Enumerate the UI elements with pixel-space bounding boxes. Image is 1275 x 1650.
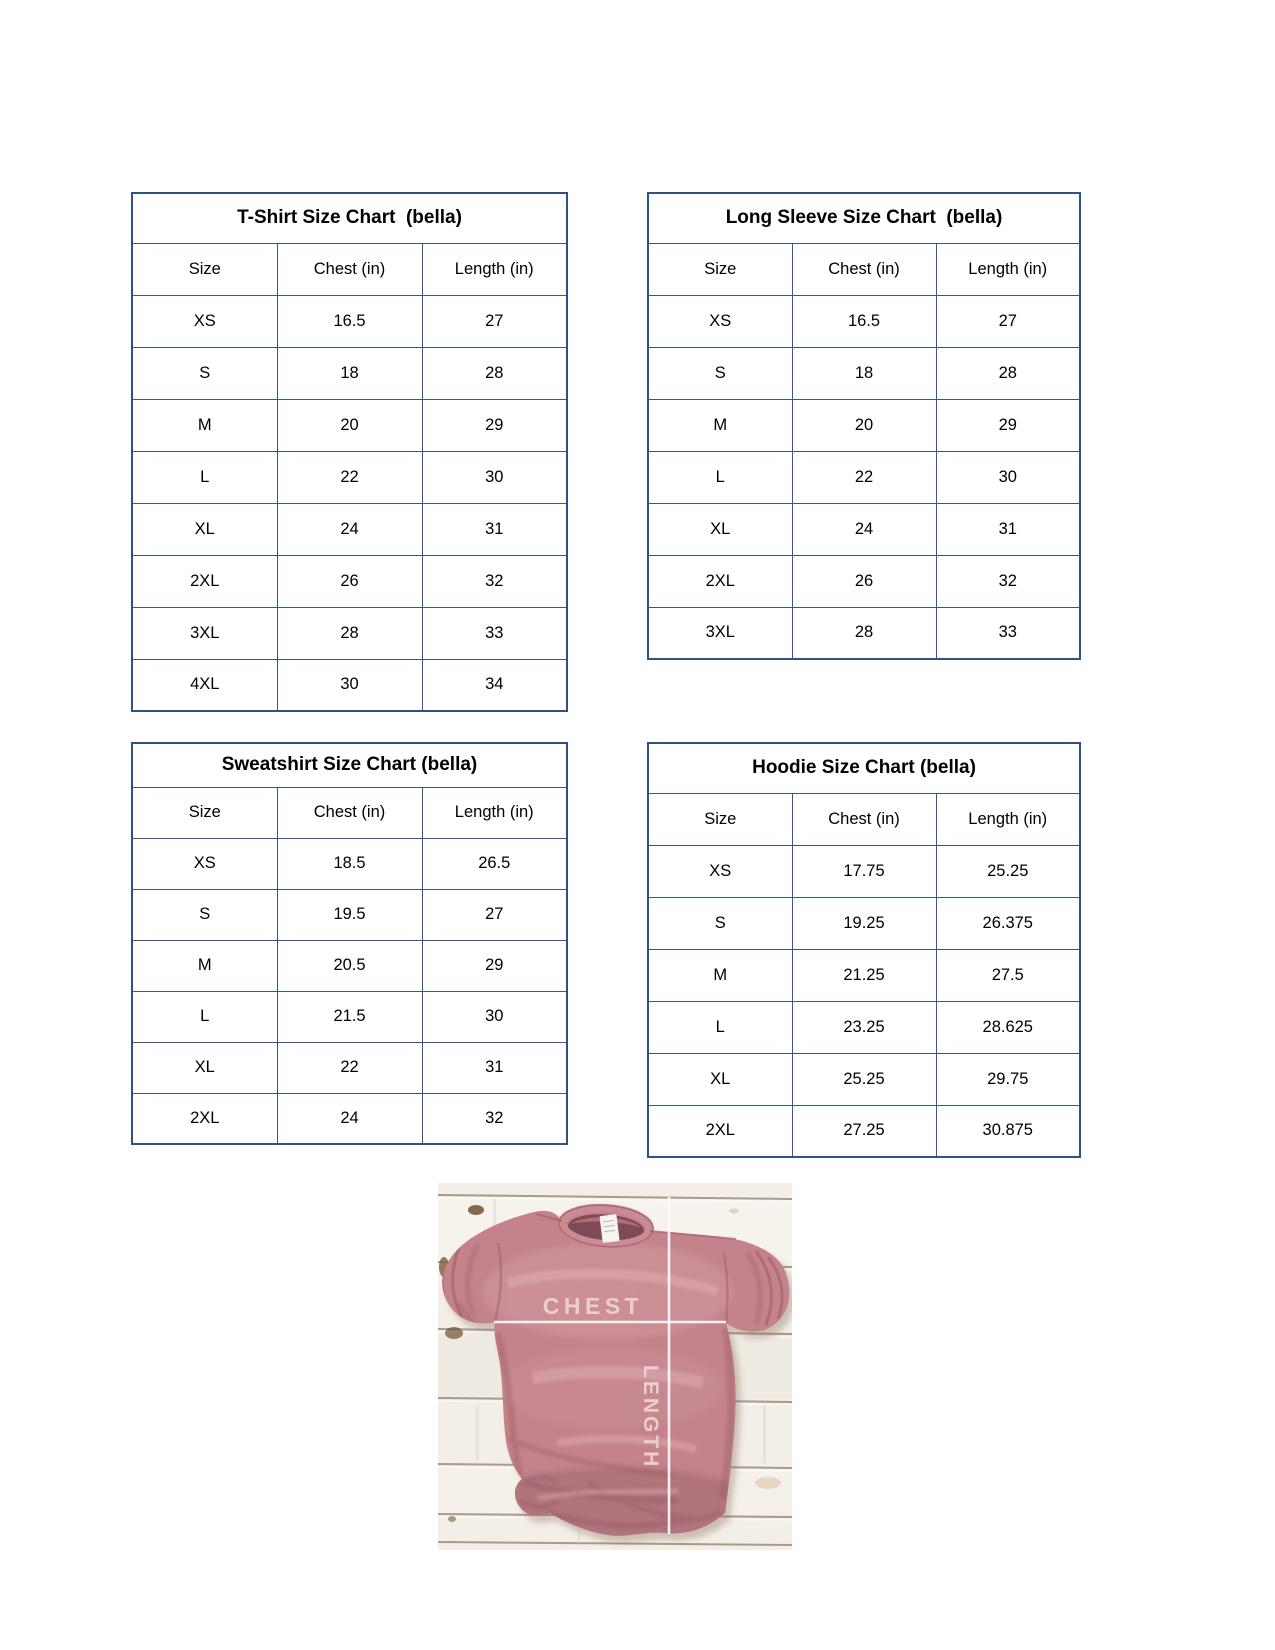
wood-knot <box>445 1327 463 1339</box>
table-cell: 25.25 <box>936 845 1080 897</box>
table-row <box>648 1001 1080 1053</box>
table-cell: 18 <box>792 347 936 399</box>
table-cell: S <box>132 889 277 940</box>
table-cell: 22 <box>277 1042 422 1093</box>
table-row <box>132 940 567 991</box>
column-header: Size <box>648 793 792 845</box>
table-title: Sweatshirt Size Chart (bella) <box>132 743 567 787</box>
table-cell: 26 <box>277 555 422 607</box>
table-row <box>648 1053 1080 1105</box>
wood-knot <box>448 1516 456 1522</box>
table-cell: 31 <box>422 503 567 555</box>
table-cell: L <box>132 451 277 503</box>
table-row <box>132 659 567 711</box>
table-cell: 28 <box>422 347 567 399</box>
table-row <box>648 1105 1080 1157</box>
table-cell: 22 <box>792 451 936 503</box>
table-cell: 26.375 <box>936 897 1080 949</box>
column-header: Length (in) <box>422 243 567 295</box>
table-row <box>648 451 1080 503</box>
table-title: T-Shirt Size Chart (bella) <box>132 193 567 243</box>
table-cell: XS <box>132 295 277 347</box>
table-cell: 33 <box>422 607 567 659</box>
table-row <box>132 347 567 399</box>
table-cell: 3XL <box>648 607 792 659</box>
table-cell: 32 <box>422 555 567 607</box>
hoodie-size-chart-table <box>647 742 1081 1158</box>
table-row <box>132 399 567 451</box>
table-cell: 30 <box>422 991 567 1042</box>
table-cell: 32 <box>422 1093 567 1144</box>
column-header: Length (in) <box>936 793 1080 845</box>
table-cell: XL <box>648 1053 792 1105</box>
table-cell: 25.25 <box>792 1053 936 1105</box>
table-title: Hoodie Size Chart (bella) <box>648 743 1080 793</box>
table-cell: 21.5 <box>277 991 422 1042</box>
table-cell: 20 <box>792 399 936 451</box>
table-cell: 2XL <box>648 1105 792 1157</box>
column-header: Chest (in) <box>792 793 936 845</box>
table-cell: XS <box>648 295 792 347</box>
table-cell: XL <box>648 503 792 555</box>
table-cell: M <box>648 949 792 1001</box>
table-cell: L <box>648 1001 792 1053</box>
tshirt-size-chart-table <box>131 192 568 712</box>
table-cell: 31 <box>936 503 1080 555</box>
table-cell: L <box>132 991 277 1042</box>
table-cell: 17.75 <box>792 845 936 897</box>
table-row <box>132 295 567 347</box>
table-cell: 30 <box>277 659 422 711</box>
table-cell: 20 <box>277 399 422 451</box>
table-cell: 27 <box>422 889 567 940</box>
table-cell: L <box>648 451 792 503</box>
table-cell: 31 <box>422 1042 567 1093</box>
table-row <box>132 991 567 1042</box>
table-cell: 23.25 <box>792 1001 936 1053</box>
table-row <box>132 1042 567 1093</box>
table-row <box>648 555 1080 607</box>
table-row <box>132 555 567 607</box>
table-cell: 20.5 <box>277 940 422 991</box>
table-title: Long Sleeve Size Chart (bella) <box>648 193 1080 243</box>
table-row <box>648 399 1080 451</box>
chest-label: CHEST <box>542 1293 644 1319</box>
table-cell: 19.25 <box>792 897 936 949</box>
size-guide-photo <box>438 1183 792 1550</box>
table-cell: 2XL <box>132 555 277 607</box>
table-cell: XS <box>132 838 277 889</box>
table-cell: 19.5 <box>277 889 422 940</box>
table-cell: 2XL <box>648 555 792 607</box>
neck-label <box>599 1214 619 1243</box>
table-cell: 30.875 <box>936 1105 1080 1157</box>
table-cell: 4XL <box>132 659 277 711</box>
table-cell: 24 <box>277 503 422 555</box>
table-cell: 18 <box>277 347 422 399</box>
table-row <box>648 607 1080 659</box>
table-cell: 16.5 <box>277 295 422 347</box>
table-cell: 26 <box>792 555 936 607</box>
table-cell: S <box>132 347 277 399</box>
column-header: Length (in) <box>936 243 1080 295</box>
table-row <box>648 503 1080 555</box>
sweatshirt-size-chart-table <box>131 742 568 1145</box>
table-cell: 27 <box>422 295 567 347</box>
column-header: Size <box>648 243 792 295</box>
long-sleeve-size-chart-table <box>647 192 1081 660</box>
table-cell: 27 <box>936 295 1080 347</box>
column-header: Chest (in) <box>277 787 422 838</box>
column-header: Chest (in) <box>792 243 936 295</box>
table-cell: 21.25 <box>792 949 936 1001</box>
table-cell: XL <box>132 503 277 555</box>
table-cell: 29.75 <box>936 1053 1080 1105</box>
table-cell: 33 <box>936 607 1080 659</box>
table-cell: 27.5 <box>936 949 1080 1001</box>
wood-knot <box>468 1205 484 1215</box>
table-cell: 2XL <box>132 1093 277 1144</box>
table-cell: M <box>132 399 277 451</box>
table-cell: 29 <box>936 399 1080 451</box>
table-cell: 18.5 <box>277 838 422 889</box>
table-cell: 30 <box>422 451 567 503</box>
table-row <box>648 347 1080 399</box>
table-cell: 28 <box>936 347 1080 399</box>
table-cell: 22 <box>277 451 422 503</box>
column-header: Size <box>132 243 277 295</box>
table-row <box>648 897 1080 949</box>
table-cell: 27.25 <box>792 1105 936 1157</box>
table-cell: S <box>648 347 792 399</box>
table-row <box>132 451 567 503</box>
column-header: Length (in) <box>422 787 567 838</box>
table-cell: 26.5 <box>422 838 567 889</box>
table-cell: 32 <box>936 555 1080 607</box>
table-cell: M <box>648 399 792 451</box>
table-cell: XL <box>132 1042 277 1093</box>
table-cell: 24 <box>277 1093 422 1144</box>
table-row <box>648 845 1080 897</box>
table-cell: 29 <box>422 399 567 451</box>
column-header: Chest (in) <box>277 243 422 295</box>
table-cell: XS <box>648 845 792 897</box>
table-row <box>132 503 567 555</box>
table-cell: 24 <box>792 503 936 555</box>
table-row <box>648 949 1080 1001</box>
table-cell: S <box>648 897 792 949</box>
table-cell: 3XL <box>132 607 277 659</box>
table-cell: 30 <box>936 451 1080 503</box>
table-cell: 28.625 <box>936 1001 1080 1053</box>
column-header: Size <box>132 787 277 838</box>
length-label: LENGTH <box>639 1365 662 1470</box>
table-cell: M <box>132 940 277 991</box>
table-row <box>132 889 567 940</box>
table-cell: 34 <box>422 659 567 711</box>
table-row <box>132 607 567 659</box>
table-row <box>132 1093 567 1144</box>
table-cell: 28 <box>277 607 422 659</box>
table-row <box>132 838 567 889</box>
table-row <box>648 295 1080 347</box>
table-cell: 29 <box>422 940 567 991</box>
table-cell: 28 <box>792 607 936 659</box>
table-cell: 16.5 <box>792 295 936 347</box>
